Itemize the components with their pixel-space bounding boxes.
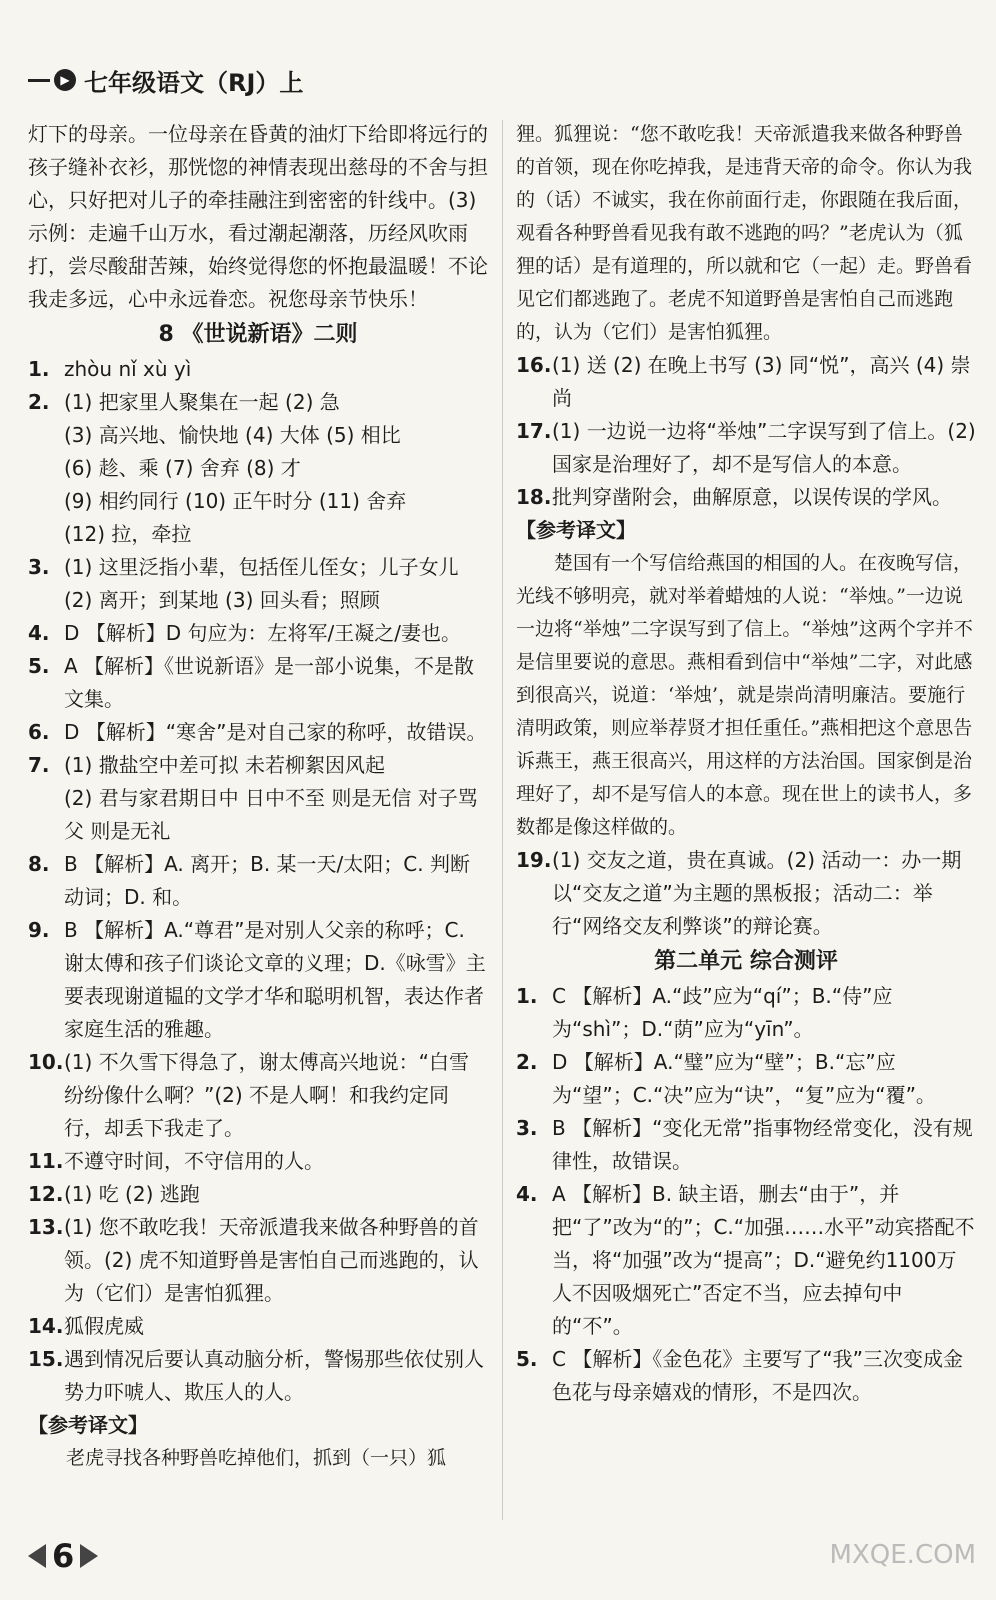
answer-text: B 【解析】A. 离开；B. 某一天/太阳；C. 判断动词；D. 和。 — [64, 852, 470, 909]
answer-text: B 【解析】“变化无常”指事物经常变化，没有规律性，故错误。 — [552, 1116, 973, 1173]
answer-item — [516, 349, 976, 415]
answer-number: 4. — [28, 621, 50, 645]
reference-text-continued: 狸。狐狸说：“您不敢吃我！天帝派遣我来做各种野兽的首领，现在你吃掉我，是违背天帝的命令。你认为我的（话）不诚实，我在你前面行走，你跟随在我后面，观看各种野兽看见我有敢不逃跑的吗？”老虎认为（狐狸的话）是有道理的，所以就和它（一起）走。野兽看见它们都逃跑了。老虎不知道野兽是害怕自己而逃跑的，认为（它们）是害怕狐狸。 — [516, 123, 973, 343]
answer-number: 10. — [28, 1050, 64, 1074]
prev-page-icon[interactable] — [28, 1544, 46, 1568]
right-answer-list-b — [516, 844, 976, 943]
answer-item — [28, 749, 488, 848]
answer-text: 遇到情况后要认真动脑分析，警惕那些依仗别人势力吓唬人、欺压人的人。 — [64, 1347, 484, 1404]
answer-number: 5. — [28, 654, 50, 678]
section-title: 8 《世说新语》二则 — [158, 322, 358, 347]
watermark: MXQE.COM — [829, 1540, 976, 1570]
header-title: 七年级语文（RJ）上 — [84, 68, 304, 97]
answer-item — [516, 1046, 976, 1112]
answer-text: (1) 吃 (2) 逃跑 — [64, 1182, 200, 1206]
answer-text: (1) 这里泛指小辈，包括侄儿侄女；儿子女儿 (2) 离开；到某地 (3) 回头看；照顾 — [64, 555, 459, 612]
answer-number: 13. — [28, 1215, 64, 1239]
answer-text: (1) 送 (2) 在晚上书写 (3) 同“悦”，高兴 (4) 崇尚 — [552, 353, 971, 410]
answer-number: 17. — [516, 419, 552, 443]
answer-number: 1. — [516, 984, 538, 1008]
answer-item — [28, 1145, 488, 1178]
answer-item — [28, 353, 488, 386]
answer-text: zhòu nǐ xù yì — [64, 357, 192, 381]
answer-number: 9. — [28, 918, 50, 942]
answer-number: 2. — [516, 1050, 538, 1074]
reference-title-2: 【参考译文】 — [516, 518, 636, 542]
answer-number: 4. — [516, 1182, 538, 1206]
answer-item — [516, 1343, 976, 1409]
answer-text: C 【解析】《金色花》主要写了“我”三次变成金色花与母亲嬉戏的情形，不是四次。 — [552, 1347, 964, 1404]
reference-title: 【参考译文】 — [28, 1413, 148, 1437]
answer-number: 11. — [28, 1149, 64, 1173]
answer-item — [28, 1178, 488, 1211]
answer-number: 19. — [516, 848, 552, 872]
answer-number: 6. — [28, 720, 50, 744]
answer-item — [28, 1046, 488, 1145]
answer-item — [516, 415, 976, 481]
answer-text: 狐假虎威 — [64, 1314, 144, 1338]
answer-item — [28, 551, 488, 617]
answer-item — [28, 914, 488, 1046]
left-column — [28, 118, 488, 1475]
next-page-icon[interactable] — [80, 1544, 98, 1568]
answer-text: (1) 撒盐空中差可拟 未若柳絮因风起 (2) 君与家君期日中 日中不至 则是无信 对子骂父 则是无礼 — [64, 753, 478, 843]
page-footer — [28, 1532, 98, 1580]
answer-item — [516, 1112, 976, 1178]
answer-text: (1) 不久雪下得急了，谢太傅高兴地说：“白雪纷纷像什么啊？”(2) 不是人啊！和我约定同行，却丢下我走了。 — [64, 1050, 470, 1140]
answer-item — [28, 386, 488, 551]
answer-item — [28, 848, 488, 914]
left-answer-list — [28, 353, 488, 1409]
answer-item — [28, 1211, 488, 1310]
reference-text-2: 楚国有一个写信给燕国的相国的人。在夜晚写信，光线不够明亮，就对举着蜡烛的人说：“举烛。”一边说一边将“举烛”二字误写到了信上。“举烛”这两个字并不是信里要说的意思。燕相看到信中“举烛”二字，对此感到很高兴，说道：‘举烛’，就是崇尚清明廉洁。要施行清明政策，则应举荐贤才担任重任。”燕相把这个意思告诉燕王，燕王很高兴，用这样的方法治国。国家倒是治理好了，却不是写信人的本意。现在世上的读书人，多数都是像这样做的。 — [516, 552, 973, 838]
right-column — [516, 118, 976, 1409]
answer-number: 1. — [28, 357, 50, 381]
answer-text: (1) 一边说一边将“举烛”二字误写到了信上。(2) 国家是治理好了，却不是写信人的本意。 — [552, 419, 976, 476]
column-divider — [502, 120, 503, 1520]
answer-item — [28, 716, 488, 749]
answer-item — [516, 1178, 976, 1343]
play-icon: ▶ — [54, 69, 76, 91]
answer-number: 7. — [28, 753, 50, 777]
answer-item — [516, 481, 976, 514]
answer-text: D 【解析】D 句应为：左将军/王凝之/妻也。 — [64, 621, 461, 645]
unit-title: 第二单元 综合测评 — [654, 949, 838, 974]
page-header — [28, 60, 303, 100]
answer-number: 18. — [516, 485, 552, 509]
answer-number: 14. — [28, 1314, 64, 1338]
left-paragraph: 灯下的母亲。一位母亲在昏黄的油灯下给即将远行的孩子缝补衣衫，那恍惚的神情表现出慈母的不舍与担心，只好把对儿子的牵挂融注到密密的针线中。(3) 示例：走遍千山万水，看过潮起潮落，历经风吹雨打，尝尽酸甜苦辣，始终觉得您的怀抱最温暖！不论我走多远，心中永远眷恋。祝您母亲节快乐！ — [28, 122, 488, 311]
answer-number: 2. — [28, 390, 50, 414]
answer-text: A 【解析】《世说新语》是一部小说集，不是散文集。 — [64, 654, 475, 711]
header-dash — [28, 79, 50, 82]
answer-text: 批判穿凿附会，曲解原意，以误传误的学风。 — [552, 485, 952, 509]
answer-item — [28, 617, 488, 650]
answer-item — [28, 1310, 488, 1343]
right-answer-list-c — [516, 980, 976, 1409]
answer-text: (1) 交友之道，贵在真诚。(2) 活动一：办一期以“交友之道”为主题的黑板报；活动二：举行“网络交友利弊谈”的辩论赛。 — [552, 848, 962, 938]
answer-number: 3. — [28, 555, 50, 579]
answer-number: 5. — [516, 1347, 538, 1371]
answer-text: B 【解析】A.“尊君”是对别人父亲的称呼；C. 谢太傅和孩子们谈论文章的义理；D.《咏雪》主要表现谢道韫的文学才华和聪明机智，表达作者家庭生活的雅趣。 — [64, 918, 486, 1041]
reference-text: 老虎寻找各种野兽吃掉他们，抓到（一只）狐 — [66, 1447, 447, 1469]
answer-item — [516, 844, 976, 943]
answer-item — [28, 650, 488, 716]
page-number: 6 — [52, 1537, 75, 1575]
answer-number: 8. — [28, 852, 50, 876]
answer-text: 不遵守时间，不守信用的人。 — [64, 1149, 324, 1173]
answer-number: 15. — [28, 1347, 64, 1371]
answer-number: 3. — [516, 1116, 538, 1140]
answer-text: D 【解析】“寒舍”是对自己家的称呼，故错误。 — [64, 720, 487, 744]
answer-text: A 【解析】B. 缺主语，删去“由于”，并把“了”改为“的”；C.“加强……水平”动宾搭配不当，将“加强”改为“提高”；D.“避免约1100万人不因吸烟死亡”否定不当，应去掉句中的“不”。 — [552, 1182, 975, 1338]
answer-text: (1) 把家里人聚集在一起 (2) 急 (3) 高兴地、愉快地 (4) 大体 (5) 相比 (6) 趁、乘 (7) 舍弃 (8) 才 (9) 相约同行 (10) 正午时分 (11) 舍弃 (12) 拉，牵拉 — [64, 390, 407, 546]
right-answer-list-a — [516, 349, 976, 514]
answer-number: 16. — [516, 353, 552, 377]
answer-number: 12. — [28, 1182, 64, 1206]
answer-text: D 【解析】A.“璧”应为“壁”；B.“忘”应为“望”；C.“决”应为“诀”，“复”应为“覆”。 — [552, 1050, 936, 1107]
answer-item — [28, 1343, 488, 1409]
answer-text: (1) 您不敢吃我！天帝派遣我来做各种野兽的首领。(2) 虎不知道野兽是害怕自己而逃跑的，认为（它们）是害怕狐狸。 — [64, 1215, 479, 1305]
answer-item — [516, 980, 976, 1046]
answer-text: C 【解析】A.“歧”应为“qí”；B.“侍”应为“shì”；D.“荫”应为“yīn”。 — [552, 984, 893, 1041]
